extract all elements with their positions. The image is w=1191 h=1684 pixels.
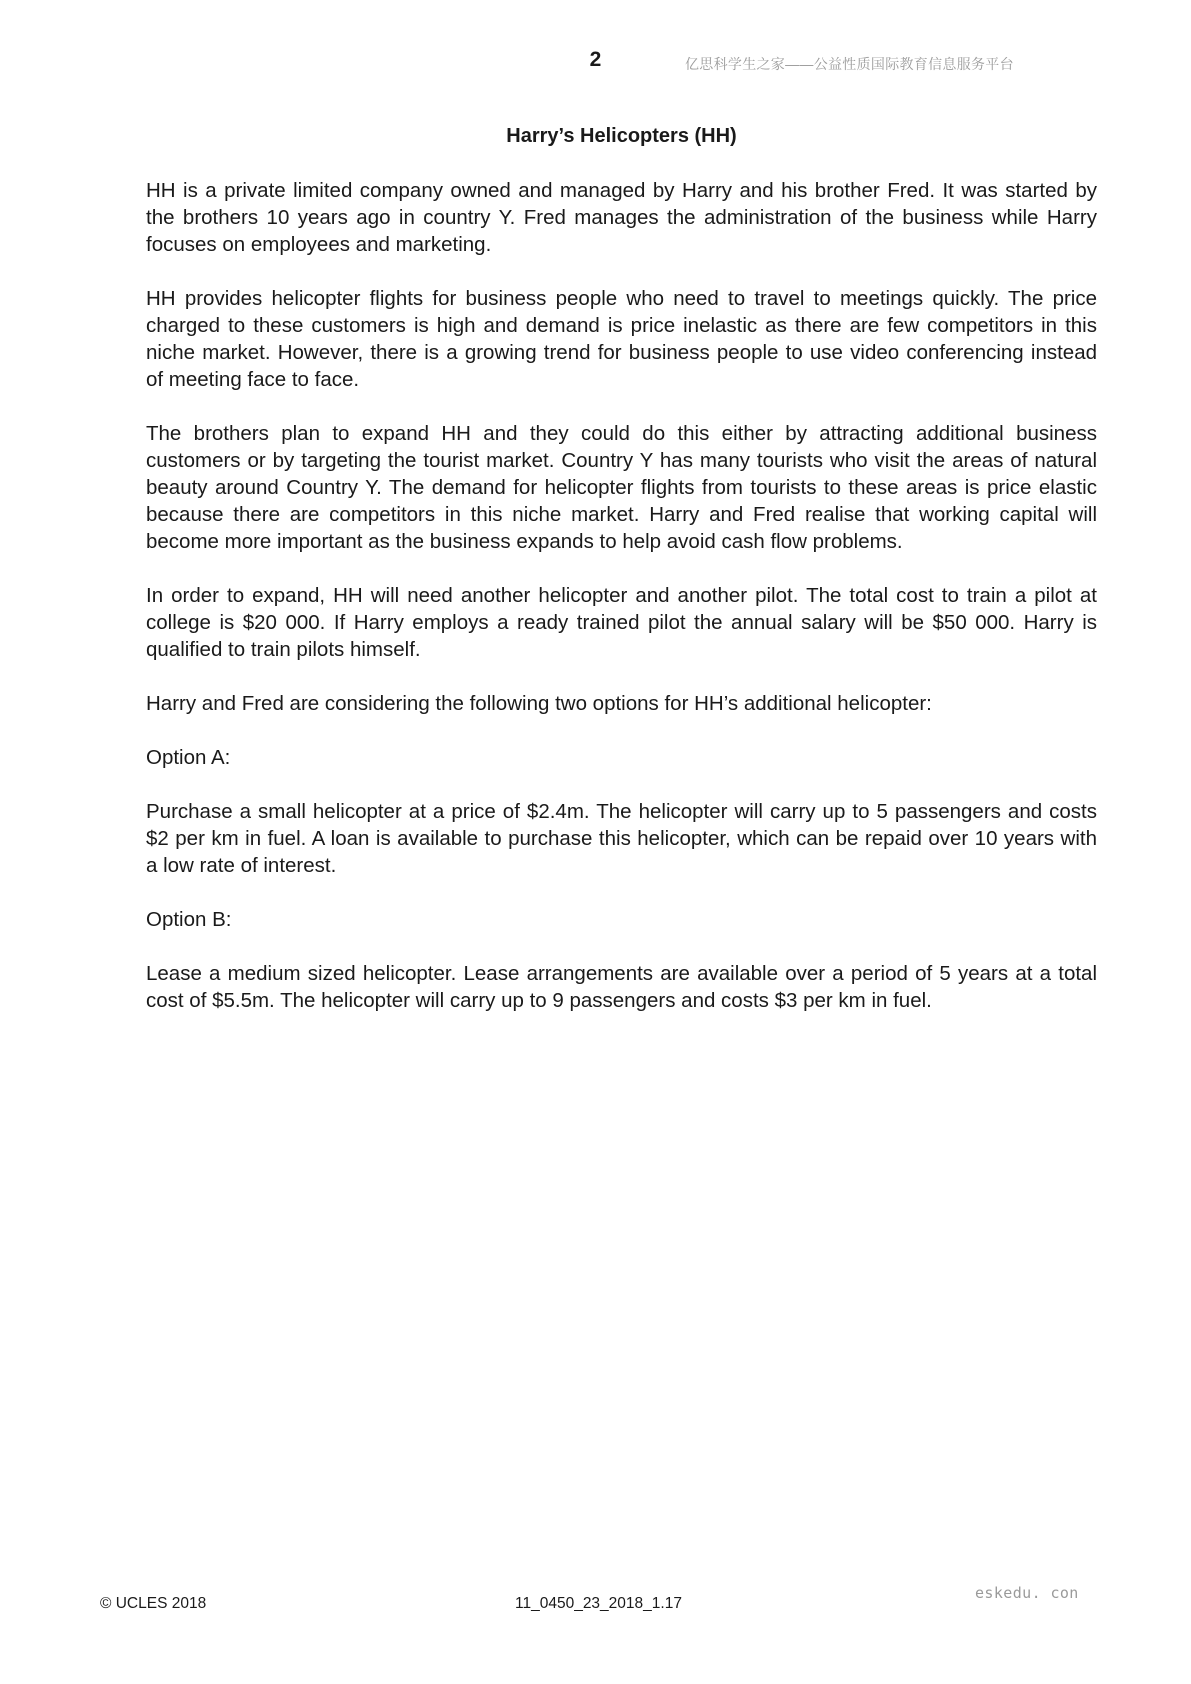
paragraph-options-intro: Harry and Fred are considering the following two options for HH’s additional helicopter: <box>146 692 932 715</box>
paragraph-expansion-plans: The brothers plan to expand HH and they could do this either by attracting additional business customers or by targeting the tourist market. Country Y has many tourists who visit the areas of natural beauty around Country Y. The demand for helicopter flights from tourists to these areas is price elastic because there are competitors in this niche market. Harry and Fred realise that working capital will become more important as the business expands to help avoid cash flow problems. <box>146 422 1097 553</box>
option-b-heading: Option B: <box>146 908 232 931</box>
footer-copyright: © UCLES 2018 <box>100 1595 207 1612</box>
page-number: 2 <box>589 48 602 71</box>
footer-document-code: 11_0450_23_2018_1.17 <box>515 1595 682 1612</box>
paragraph-pilot-costs: In order to expand, HH will need another helicopter and another pilot. The total cost to train a pilot at college is $20 000. If Harry employs a ready trained pilot the annual salary will be $50 000. Harry is qualified to train pilots himself. <box>146 584 1097 661</box>
case-study-title: Harry’s Helicopters (HH) <box>506 125 737 147</box>
option-a-description: Purchase a small helicopter at a price of $2.4m. The helicopter will carry up to 5 passengers and costs $2 per km in fuel. A loan is available to purchase this helicopter, which can be repaid over 10 years with a low rate of interest. <box>146 800 1097 877</box>
option-a-heading: Option A: <box>146 746 231 769</box>
footer-watermark: eskedu. con <box>975 1584 1079 1602</box>
option-b-description: Lease a medium sized helicopter. Lease arrangements are available over a period of 5 years at a total cost of $5.5m. The helicopter will carry up to 9 passengers and costs $3 per km in fuel. <box>146 962 1097 1012</box>
case-study-body <box>146 177 1097 1041</box>
paragraph-business-customers: HH provides helicopter flights for business people who need to travel to meetings quickly. The price charged to these customers is high and demand is price inelastic as there are few competitors in this niche market. However, there is a growing trend for business people to use video conferencing instead of meeting face to face. <box>146 287 1097 391</box>
paragraph-company-background: HH is a private limited company owned and managed by Harry and his brother Fred. It was started by the brothers 10 years ago in country Y. Fred manages the administration of the business while Harry focuses on employees and marketing. <box>146 179 1097 256</box>
header-watermark: 亿思科学生之家——公益性质国际教育信息服务平台 <box>685 56 1014 72</box>
